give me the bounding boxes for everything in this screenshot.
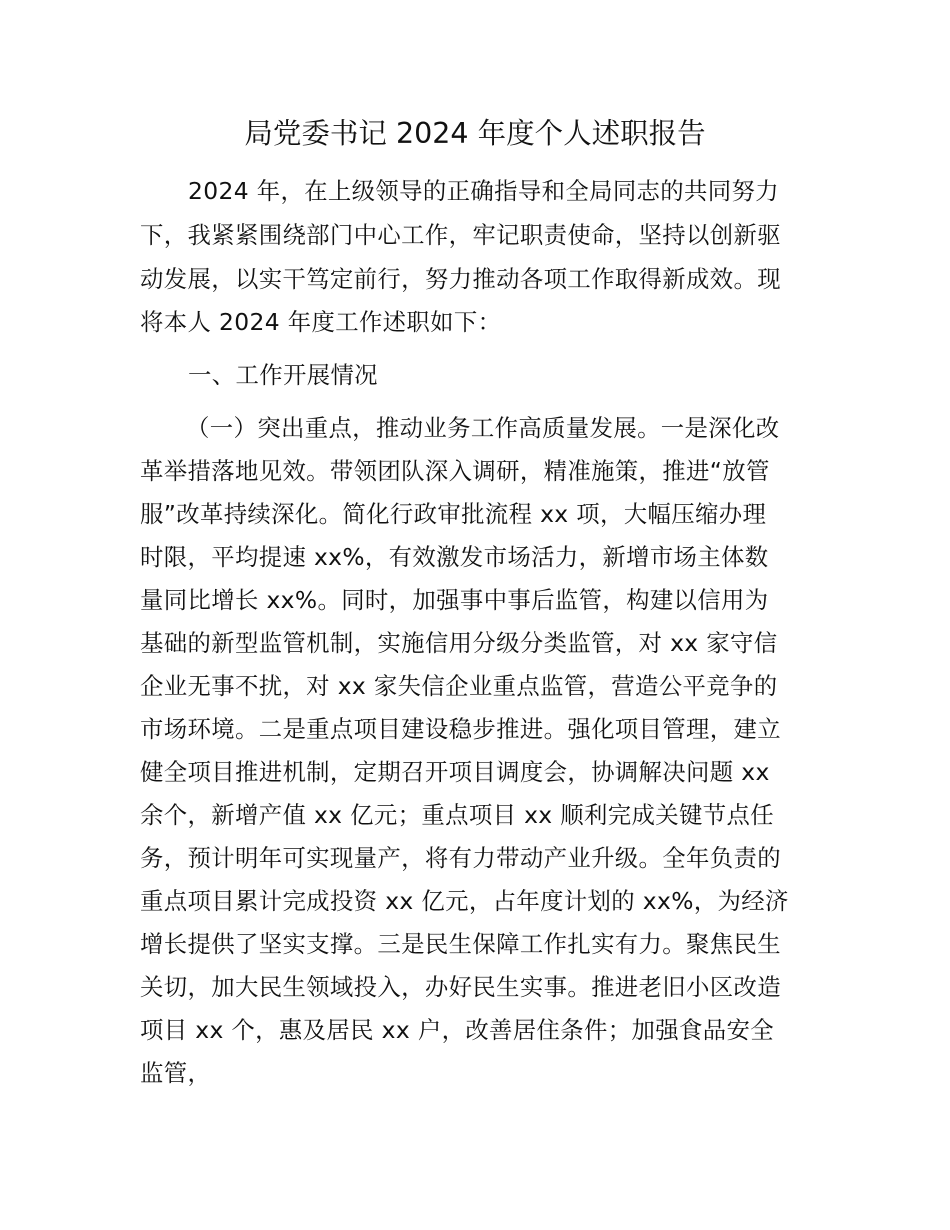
paragraph-line: 将本人 2024 年度工作述职如下： [140,308,502,336]
paragraph-line: （一）突出重点，推动业务工作高质量发展。一是深化改 [186,414,780,442]
paragraph-line: 企业无事不扰，对 xx 家失信企业重点监管，营造公平竞争的 [140,672,778,700]
paragraph-line: 革举措落地见效。带领团队深入调研，精准施策，推进“放管 [140,457,770,485]
paragraph-line: 务，预计明年可实现量产，将有力带动产业升级。全年负责的 [140,844,781,872]
paragraph-line: 监管， [140,1059,212,1087]
paragraph-line: 重点项目累计完成投资 xx 亿元，占年度计划的 xx%，为经济 [140,887,789,915]
paragraph-line: 时限，平均提速 xx%，有效激发市场活力，新增市场主体数 [140,543,769,571]
document-title: 局党委书记 2024 年度个人述职报告 [244,117,706,150]
paragraph-line: 增长提供了坚实支撑。三是民生保障工作扎实有力。聚焦民生 [140,930,781,958]
paragraph-line: 市场环境。二是重点项目建设稳步推进。强化项目管理，建立 [140,715,781,743]
paragraph-line: 关切，加大民生领域投入，办好民生实事。推进老旧小区改造 [140,973,781,1001]
paragraph-line: 服”改革持续深化。简化行政审批流程 xx 项，大幅压缩办理 [140,500,767,528]
paragraph-line: 动发展，以实干笃定前行，努力推动各项工作取得新成效。现 [140,265,781,293]
paragraph-line: 项目 xx 个，惠及居民 xx 户，改善居住条件；加强食品安全 [140,1016,774,1044]
paragraph-line: 基础的新型监管机制，实施信用分级分类监管，对 xx 家守信 [140,629,778,657]
paragraph-line: 健全项目推进机制，定期召开项目调度会，协调解决问题 xx [140,758,770,786]
section-heading: 一、工作开展情况 [188,361,378,389]
paragraph-line: 2024 年，在上级领导的正确指导和全局同志的共同努力 [188,177,780,205]
paragraph-line: 下，我紧紧围绕部门中心工作，牢记职责使命，坚持以创新驱 [140,221,781,249]
paragraph-line: 量同比增长 xx%。同时，加强事中事后监管，构建以信用为 [140,586,769,614]
paragraph-line: 余个，新增产值 xx 亿元；重点项目 xx 顺利完成关键节点任 [140,801,774,829]
